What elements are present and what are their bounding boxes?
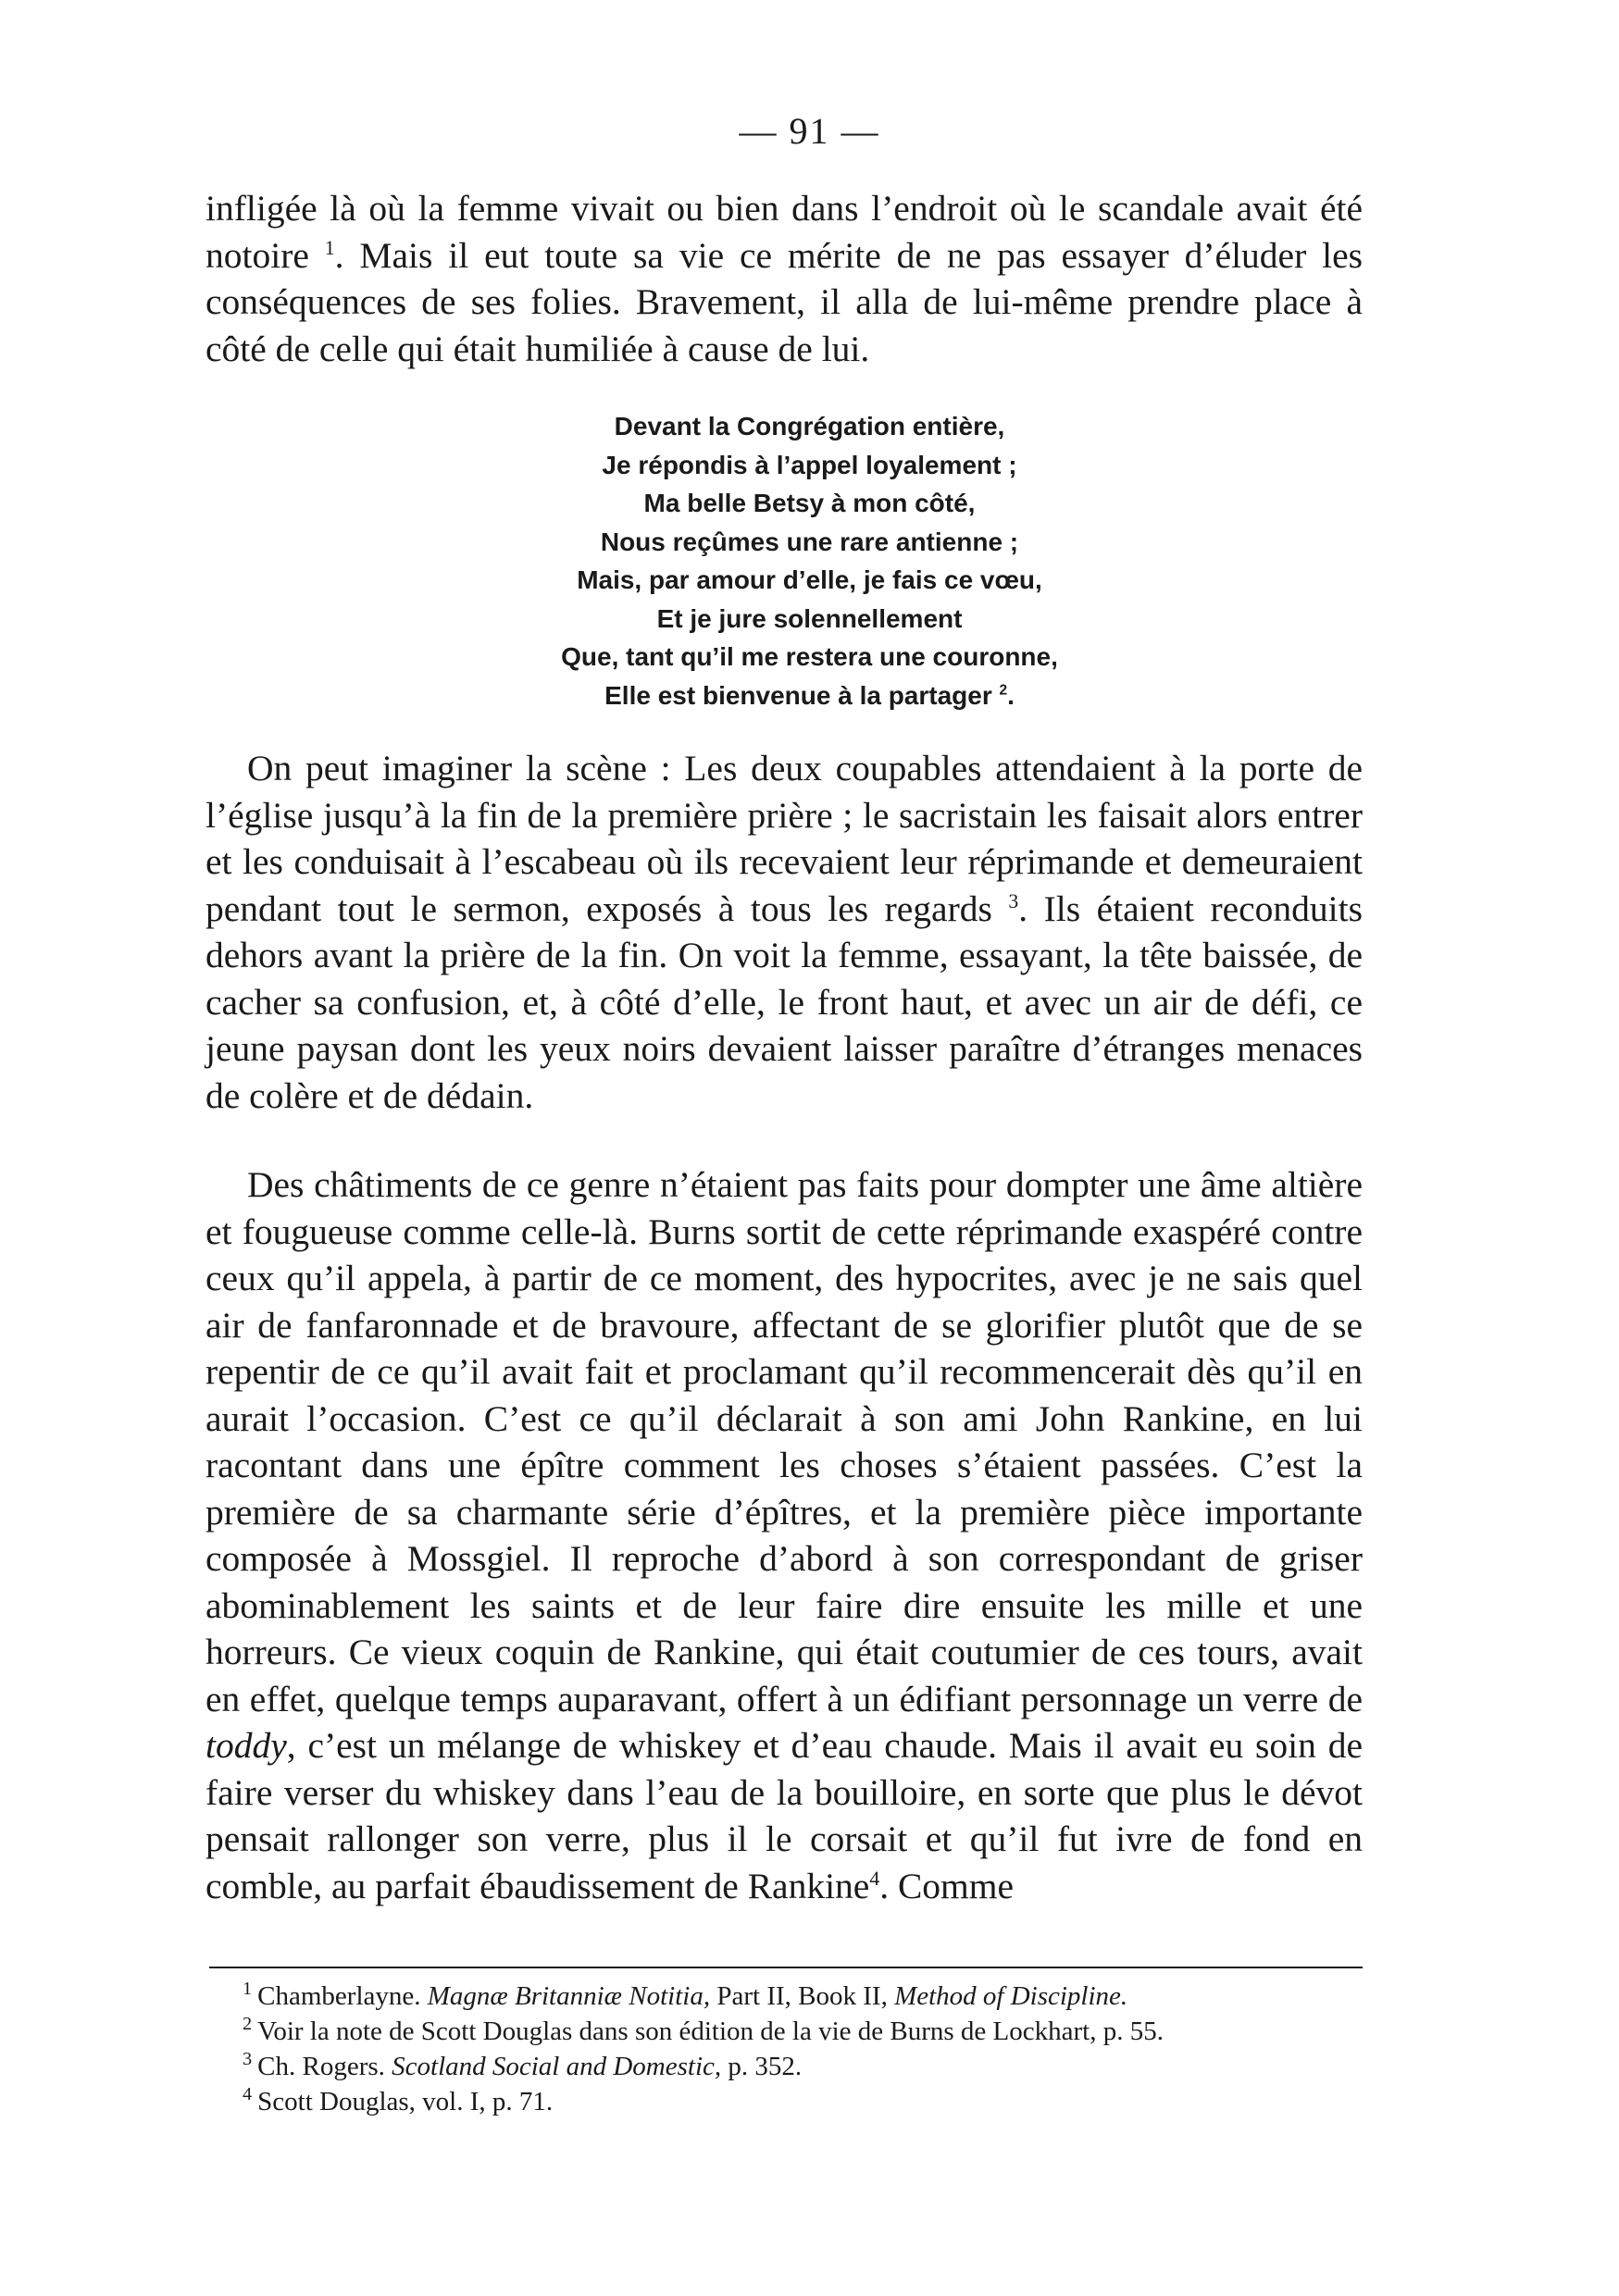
verse-line-last bbox=[0, 676, 1619, 715]
verse-last-text: Elle est bienvenue à la partager bbox=[604, 680, 1000, 710]
footnote-1-part-num: II bbox=[766, 1981, 785, 2011]
verse-line: Que, tant qu’il me restera une couronne, bbox=[561, 642, 1058, 671]
verse-line: Nous reçûmes une rare antienne ; bbox=[600, 527, 1019, 556]
page-number: — 91 — bbox=[739, 110, 880, 152]
paragraph-2 bbox=[205, 745, 1363, 1119]
footnote-1-part-label: Part bbox=[710, 1981, 767, 2011]
footnote-ref-4: 4 bbox=[869, 1867, 880, 1890]
footnote-ref-1: 1 bbox=[324, 236, 335, 259]
footnote-1-sep: , bbox=[880, 1981, 895, 2011]
verse-line: Mais, par amour d’elle, je fais ce vœu, bbox=[577, 565, 1042, 594]
verse-last-end: . bbox=[1007, 680, 1015, 710]
verse-line: Devant la Congrégation entière, bbox=[614, 412, 1005, 441]
paragraph-1 bbox=[205, 185, 1363, 372]
footnote-3-author: Ch. Rogers. bbox=[257, 2052, 392, 2081]
paragraph-2-text-start: On peut imaginer la scène : Les deux coupables attendaient à la porte de l’église jusqu’à la fin de la première prière ; le sacristain les faisait alors entrer et les conduisait à l’escabeau où ils recevaient leur réprimande et demeuraient pendant tout le sermon, exposés à tous les regards bbox=[205, 748, 1363, 929]
footnote-3-number: 3 bbox=[243, 2049, 253, 2070]
footnote-4-number: 4 bbox=[243, 2084, 253, 2105]
footnote-4-text: Scott Douglas, vol. I, p. 71. bbox=[257, 2087, 554, 2116]
footnote-3-title: Scotland Social and Domestic, bbox=[392, 2052, 722, 2081]
paragraph-3 bbox=[205, 1161, 1363, 1909]
footnote-1-author: Chamberlayne. bbox=[257, 1981, 428, 2011]
verse-line: Ma belle Betsy à mon côté, bbox=[643, 489, 976, 517]
verse-line: Et je jure solennellement bbox=[656, 603, 963, 633]
footnote-1-subtitle: Method of Discipline. bbox=[894, 1981, 1128, 2011]
footnote-1-title: Magnæ Britanniæ Notitia, bbox=[427, 1981, 711, 2011]
footnote-2-text: Voir la note de Scott Douglas dans son édition de la vie de Burns de Lockhart, p. 55. bbox=[257, 2017, 1164, 2046]
footnotes bbox=[205, 1979, 1363, 2119]
footnote-2 bbox=[205, 2014, 1363, 2049]
footnote-ref-2: 2 bbox=[999, 682, 1008, 699]
paragraph-1-text-end: . Mais il eut toute sa vie ce mérite de ne pas essayer d’éluder les conséquences de ses folies. Bravement, il alla de lui-même prendre place à côté de celle qui était humiliée à cause de lui. bbox=[205, 234, 1363, 369]
verse-line: Je répondis à l’appel loyalement ; bbox=[602, 450, 1017, 479]
footnote-divider bbox=[209, 1967, 1363, 1968]
paragraph-2-text-end: . Ils étaient reconduits dehors avant la prière de la fin. On voit la femme, essayant, la tête baissée, de cacher sa confusion, et, à côté d’elle, le front haut, et avec un air de défi, ce jeune paysan dont les yeux noirs devaient laisser paraître d’étranges menaces de colère et de dédain. bbox=[205, 887, 1363, 1116]
paragraph-3-text-middle: , c’est un mélange de whiskey et d’eau chaude. Mais il avait eu soin de faire verser du whiskey dans l’eau de la bouilloire, en sorte que plus le dévot pensait rallonger son verre, plus il le corsait et qu’il fut ivre de fond en comble, au parfait ébaudissement de Rankine bbox=[205, 1725, 1363, 1906]
paragraph-3-text-start: Des châtiments de ce genre n’étaient pas faits pour dompter une âme altière et fougueuse comme celle-là. Burns sortit de cette réprimande exaspéré contre ceux qu’il appela, à partir de ce moment, des hypocrites, avec je ne sais quel air de fanfaronnade et de bravoure, affectant de se glorifier plutôt que de se repentir de ce qu’il avait fait et proclamant qu’il recommencerait dès qu’il en aurait l’occasion. C’est ce qu’il déclarait à son ami John Rankine, en lui racontant dans une épître comment les choses s’étaient passées. C’est la première de sa charmante série d’épîtres, et la première pièce importante composée à Mossgiel. Il reproche d’abord à son correspondant de griser abominablement les saints et de leur faire dire ensuite les mille et une horreurs. Ce vieux coquin de Rankine, qui était coutumier de ces tours, avait en effet, quelque temps auparavant, offert à un édifiant personnage un verre de bbox=[205, 1164, 1363, 1719]
footnote-2-number: 2 bbox=[243, 2014, 253, 2035]
footnote-1-book-num: II bbox=[863, 1981, 881, 2011]
footnote-1-number: 1 bbox=[243, 1979, 253, 2000]
verse-quotation bbox=[0, 407, 1619, 714]
footnote-1 bbox=[205, 1979, 1363, 2014]
paragraph-3-italic-word: toddy bbox=[205, 1725, 287, 1766]
footnote-4 bbox=[205, 2084, 1363, 2119]
footnote-ref-3: 3 bbox=[1008, 889, 1019, 912]
paragraph-3-text-end: . Comme bbox=[879, 1865, 1015, 1906]
footnote-3 bbox=[205, 2049, 1363, 2084]
footnote-1-book-label: , Book bbox=[784, 1981, 864, 2011]
paragraph-1-text-start: infligée là où la femme vivait ou bien dans l’endroit où le scandale avait été notoire bbox=[205, 188, 1363, 276]
footnote-3-page: p. 352. bbox=[721, 2052, 803, 2081]
